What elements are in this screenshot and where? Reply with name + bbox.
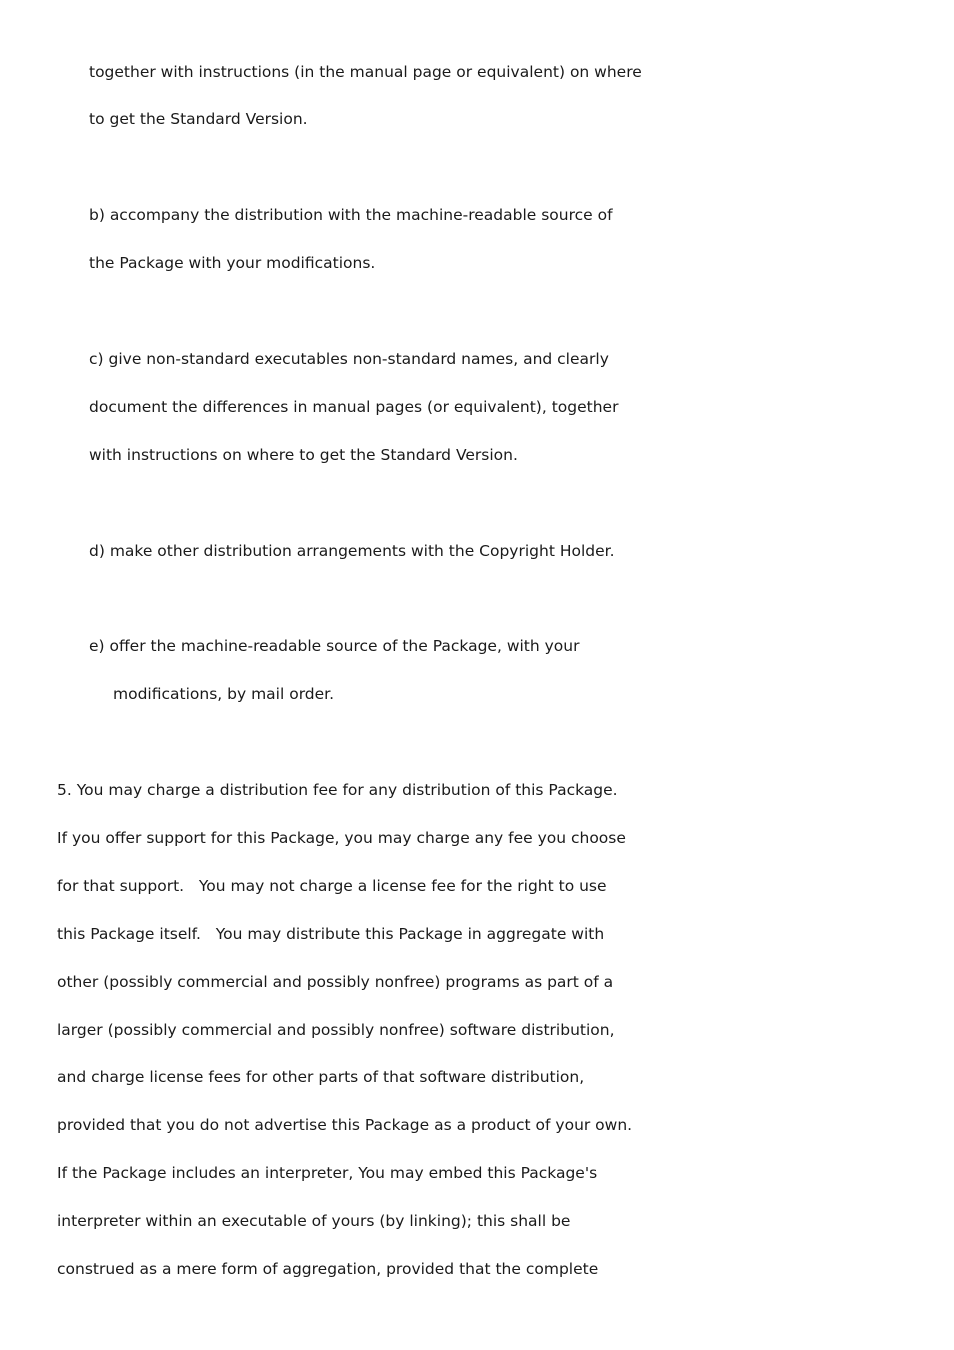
section-5-heading-line: 5. You may charge a distribution fee for any distribution of this Package. (57, 781, 618, 799)
list-item-b: b) accompany the distribution with the machine-readable source of (89, 206, 613, 224)
text-line: document the differences in manual pages (or equivalent), together (89, 398, 619, 416)
list-item-e: e) offer the machine-readable source of the Package, with your (89, 637, 580, 655)
text-line: provided that you do not advertise this Package as a product of your own. (57, 1116, 633, 1134)
text-line: and charge license fees for other parts of that software distribution, (57, 1068, 585, 1086)
text-line: this Package itself. You may distribute this Package in aggregate with (57, 925, 605, 943)
text-line: modifications, by mail order. (113, 685, 335, 703)
text-line: If the Package includes an interpreter, You may embed this Package's (57, 1164, 598, 1182)
text-line: If you offer support for this Package, you may charge any fee you choose (57, 829, 626, 847)
text-line: larger (possibly commercial and possibly nonfree) software distribution, (57, 1021, 615, 1039)
list-item-c: c) give non-standard executables non-standard names, and clearly (89, 350, 609, 368)
list-item-d: d) make other distribution arrangements with the Copyright Holder. (89, 542, 615, 560)
text-line: together with instructions (in the manual page or equivalent) on where (89, 63, 642, 81)
text-line: with instructions on where to get the Standard Version. (89, 446, 518, 464)
text-line: interpreter within an executable of yours (by linking); this shall be (57, 1212, 571, 1230)
text-line: the Package with your modifications. (89, 254, 376, 272)
text-line: to get the Standard Version. (89, 110, 308, 128)
text-line: for that support. You may not charge a license fee for the right to use (57, 877, 607, 895)
text-line: construed as a mere form of aggregation, provided that the complete (57, 1260, 599, 1278)
text-line: other (possibly commercial and possibly nonfree) programs as part of a (57, 973, 614, 991)
